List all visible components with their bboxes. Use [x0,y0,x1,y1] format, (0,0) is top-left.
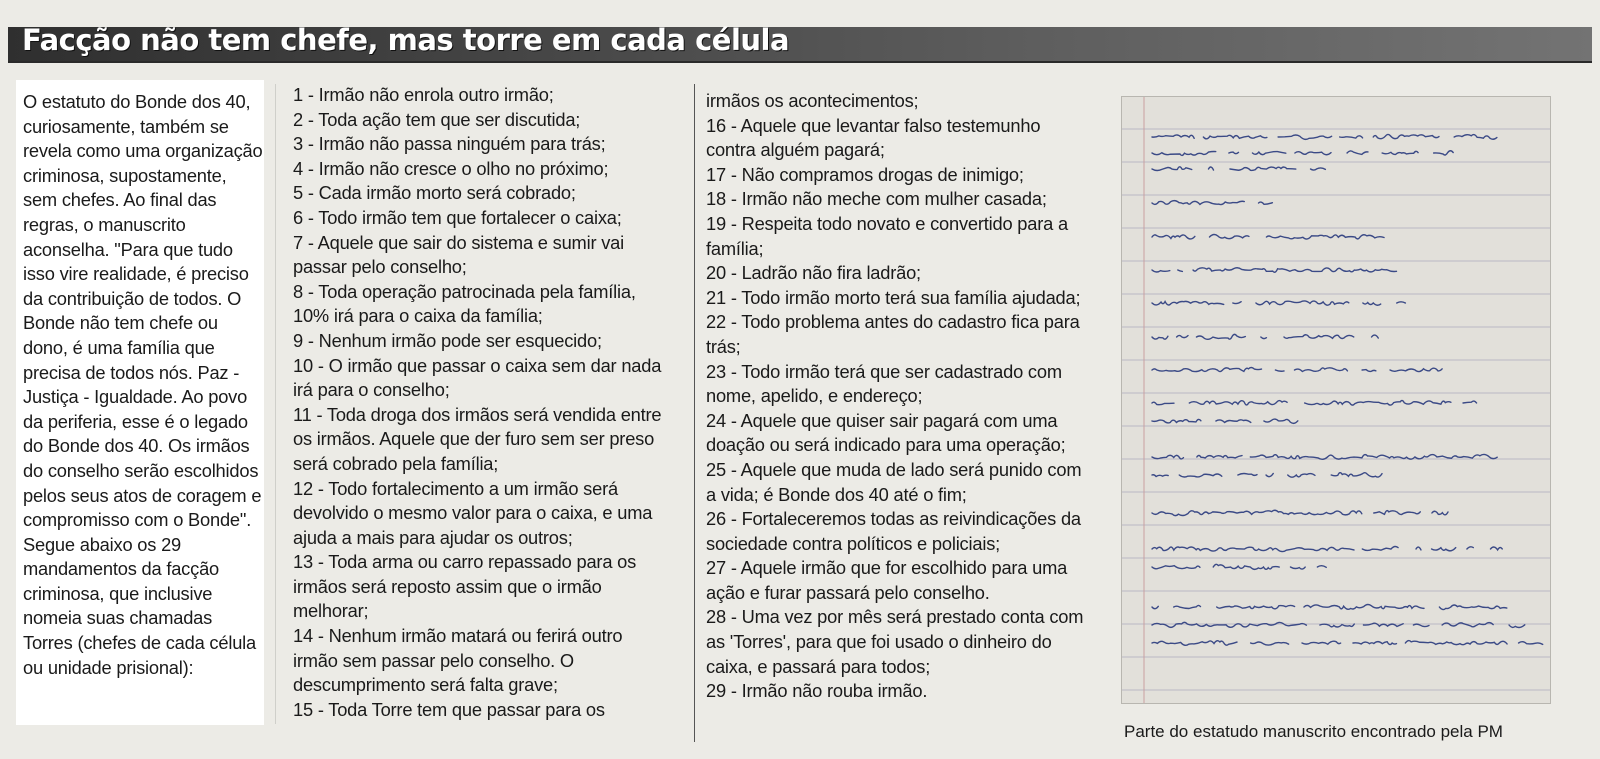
rule-item: irmãos os acontecimentos; [706,90,919,111]
headline: Facção não tem chefe, mas torre em cada célula [22,23,790,57]
rule-item: 3 - Irmão não passa ninguém para trás; [293,133,606,155]
rule-item: 9 - Nenhum irmão pode ser esquecido; [293,329,602,351]
rule-item: 16 - Aquele que levantar falso testemunho contra alguém pagará; [706,114,1041,161]
rule-item: 22 - Todo problema antes do cadastro fica para trás; [706,311,1080,357]
rule-item: 23 - Todo irmão terá que ser cadastrado com nome, apelido, e endereço; [706,360,1062,407]
rule-item: 11 - Toda droga dos irmãos será vendida entre os irmãos. Aquele que der furo sem ser preso será cobrado pela família; [293,403,662,474]
rule-item: 13 - Toda arma ou carro repassado para os irmãos será reposto assim que o irmão melhorar; [293,551,637,622]
rule-item: 14 - Nenhum irmão matará ou ferirá outro irmão sem passar pelo conselho. O descumprimento será falta grave; [293,625,623,696]
rule-item: 21 - Todo irmão morto terá sua família ajudada; [706,286,1081,308]
rule-item: 29 - Irmão não rouba irmão. [706,680,928,702]
rule-item: 26 - Fortaleceremos todas as reivindicações da sociedade contra políticos e policiais; [706,508,1081,554]
rule-item: 5 - Cada irmão morto será cobrado; [293,182,576,204]
rule-item: 4 - Irmão não cresce o olho no próximo; [293,157,609,179]
rule-item: 1 - Irmão não enrola outro irmão; [293,84,554,105]
rule-item: 10 - O irmão que passar o caixa sem dar nada irá para o conselho; [293,354,662,401]
rule-item: 18 - Irmão não meche com mulher casada; [706,188,1047,210]
rule-item: 27 - Aquele irmão que for escolhido para uma ação e furar passará pelo conselho. [706,557,1068,603]
rule-item: 24 - Aquele que quiser sair pagará com uma doação ou será indicado para uma operação; [706,409,1066,456]
rules-column-b [706,89,1091,704]
rule-item: 20 - Ladrão não fira ladrão; [706,262,921,284]
rules-column-a [293,83,668,722]
intro-text: O estatuto do Bonde dos 40, curiosamente, também se revela como uma organização criminosa, supostamente, sem chefes. Ao final das regras, o manuscrito aconselha. "Para que tudo isso vire realidade, é preciso da contribuição de todos. O Bonde não tem chefe ou dono, é uma família que precisa de todos nós. Paz - Justiça - Igualdade. Ao povo da periferia, esse é o legado do Bonde dos 40. Os irmãos do conselho serão escolhidos pelos seus atos de coragem e compromisso com o Bonde". Segue abaixo os 29 mandamentos da facção criminosa, que inclusive nomeia suas chamadas Torres (chefes de cada célula ou unidade prisional): [23,91,263,678]
rule-item: 7 - Aquele que sair do sistema e sumir vai passar pelo conselho; [293,231,624,278]
rule-item: 28 - Uma vez por mês será prestado conta com as 'Torres', para que foi usado o dinheiro do caixa, e passará para todos; [706,606,1084,677]
rule-item: 15 - Toda Torre tem que passar para os [293,698,605,720]
photo-caption: Parte do estatudo manuscrito encontrado pela PM [1124,722,1503,741]
rule-item: 8 - Toda operação patrocinada pela família, 10% irá para o caixa da família; [293,280,636,327]
column-divider-left [275,84,276,724]
manuscript-photo [1121,96,1551,704]
rule-item: 17 - Não compramos drogas de inimigo; [706,163,1024,185]
rule-item: 12 - Todo fortalecimento a um irmão será devolvido o mesmo valor para o caixa, e uma ajuda a mais para ajudar os outros; [293,477,653,548]
rule-item: 2 - Toda ação tem que ser discutida; [293,108,581,130]
rule-item: 6 - Todo irmão tem que fortalecer o caixa; [293,206,622,228]
rule-item: 25 - Aquele que muda de lado será punido com a vida; é Bonde dos 40 até o fim; [706,458,1082,505]
column-divider [694,84,695,742]
handwritten-page-illustration [1122,97,1550,703]
rule-item: 19 - Respeita todo novato e convertido para a família; [706,212,1068,259]
